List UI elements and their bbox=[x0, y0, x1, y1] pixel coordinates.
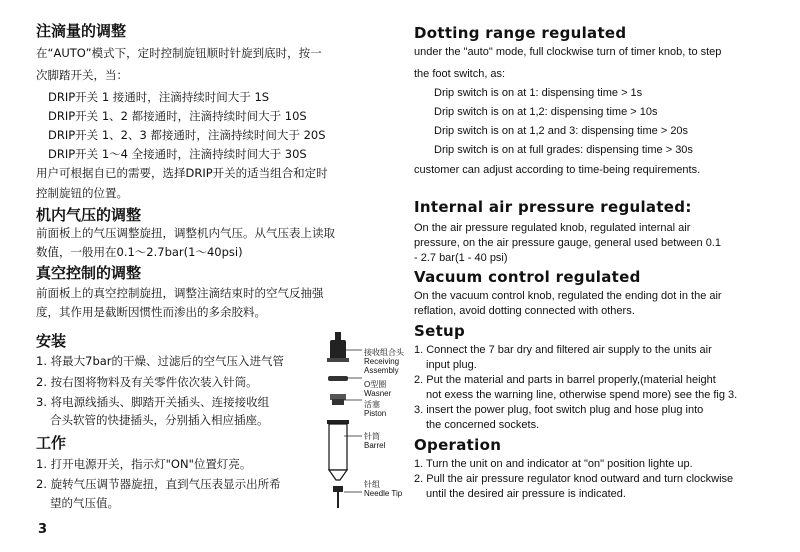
setup-item: not exess the warning line, otherwise spend more) see the fig 3. bbox=[426, 389, 738, 401]
label-zh: 活塞 bbox=[364, 400, 380, 409]
paragraph-line: under the "auto" mode, full clockwise turn of timer knob, to step bbox=[414, 46, 722, 58]
label-zh: O型圈 bbox=[364, 380, 387, 389]
heading-operation: Operation bbox=[414, 436, 502, 454]
operation-item: until the desired air pressure is indicated. bbox=[426, 488, 626, 500]
operation-item: 2. Pull the air pressure regulator knod outward and turn clockwise bbox=[414, 473, 734, 485]
heading-vacuum-control-regulated: Vacuum control regulated bbox=[414, 268, 641, 286]
paragraph-line: On the vacuum control knob, regulated the ending dot in the air bbox=[414, 290, 722, 302]
label-washer bbox=[364, 380, 391, 398]
syringe-diagram bbox=[318, 330, 414, 520]
heading-dispense-amount: 注滴量的调整 bbox=[36, 22, 127, 40]
heading-vacuum-control: 真空控制的调整 bbox=[36, 264, 142, 282]
label-zh: 针组 bbox=[364, 480, 380, 489]
paragraph-line: 前面板上的真空控制旋扭，调整注滴结束时的空气反抽强 bbox=[36, 286, 324, 300]
heading-dotting-range: Dotting range regulated bbox=[414, 24, 627, 42]
label-en: Needle Tip bbox=[364, 489, 403, 498]
paragraph-line: - 2.7 bar(1 - 40 psi) bbox=[414, 252, 508, 264]
paragraph-line: 用户可根据自已的需要，选择DRIP开关的适当组合和定时 bbox=[36, 166, 328, 180]
label-needle-tip bbox=[364, 480, 402, 498]
setup-item: the concerned sockets. bbox=[426, 419, 540, 431]
drip-item: Drip switch is on at full grades: dispensing time > 30s bbox=[434, 144, 693, 156]
heading-work: 工作 bbox=[36, 434, 67, 452]
paragraph-line: customer can adjust according to time-being requirements. bbox=[414, 164, 701, 176]
operation-item: 1. Turn the unit on and indicator at "on" position lighte up. bbox=[414, 458, 693, 470]
drip-item: Drip switch is on at 1: dispensing time > 1s bbox=[434, 87, 643, 99]
work-item: 2. 旋转气压调节器旋扭，直到气压表显示出所希 bbox=[36, 477, 281, 491]
page-number: 3 bbox=[38, 522, 48, 537]
heading-internal-air-pressure: Internal air pressure regulated: bbox=[414, 198, 692, 216]
install-item: 1. 将最大7bar的干燥、过滤后的空气压入进气管 bbox=[36, 354, 285, 368]
install-item: 合头软管的快捷插头，分别插入相应插座。 bbox=[50, 413, 269, 427]
drip-item: DRIP开关 1 接通时，注滴持续时间大于 1S bbox=[48, 90, 270, 104]
install-item: 2. 按右图将物料及有关零件依次装入针筒。 bbox=[36, 375, 258, 389]
label-en: Receiving bbox=[364, 357, 400, 366]
paragraph-line: 数值，一般用在0.1～2.7bar(1～40psi) bbox=[36, 245, 243, 259]
work-item: 望的气压值。 bbox=[50, 496, 119, 510]
work-item: 1. 打开电源开关，指示灯"ON"位置灯亮。 bbox=[36, 457, 252, 471]
label-en: Wasner bbox=[364, 389, 392, 398]
setup-item: input plug. bbox=[426, 359, 477, 371]
heading-setup: Setup bbox=[414, 322, 466, 340]
setup-item: 1. Connect the 7 bar dry and filtered air supply to the units air bbox=[414, 344, 712, 356]
heading-install: 安装 bbox=[36, 332, 67, 350]
paragraph-line: 度，其作用是截断因惯性而渗出的多余胶料。 bbox=[36, 305, 266, 319]
paragraph-line: 前面板上的气压调整旋扭，调整机内气压。从气压表上读取 bbox=[36, 226, 335, 240]
drip-item: DRIP开关 1、2、3 都接通时，注滴持续时间大于 20S bbox=[48, 128, 326, 142]
label-piston bbox=[364, 400, 386, 418]
drip-item: DRIP开关 1、2 都接通时，注滴持续时间大于 10S bbox=[48, 109, 307, 123]
paragraph-line: the foot switch, as: bbox=[414, 68, 506, 80]
install-item: 3. 将电源线插头、脚踏开关插头、连接接收组 bbox=[36, 395, 270, 409]
heading-internal-pressure: 机内气压的调整 bbox=[36, 206, 142, 224]
label-zh: 接收组合头 bbox=[364, 348, 404, 357]
paragraph-line: pressure, on the air pressure gauge, general used between 0.1 bbox=[414, 237, 721, 249]
drip-item: Drip switch is on at 1,2 and 3: dispensing time > 20s bbox=[434, 125, 689, 137]
paragraph-line: 在“AUTO”模式下，定时控制旋钮顺时针旋到底时，按一 bbox=[36, 46, 322, 60]
label-barrel bbox=[364, 432, 385, 450]
paragraph-line: 控制旋钮的位置。 bbox=[36, 186, 128, 200]
setup-item: 3. insert the power plug, foot switch plug and hose plug into bbox=[414, 404, 704, 416]
paragraph-line: On the air pressure regulated knob, regulated internal air bbox=[414, 222, 691, 234]
paragraph-line: 次脚踏开关，当： bbox=[36, 68, 128, 82]
setup-item: 2. Put the material and parts in barrel properly,(material height bbox=[414, 374, 716, 386]
label-zh: 针筒 bbox=[364, 432, 380, 441]
label-en: Assembly bbox=[364, 366, 399, 375]
label-en: Piston bbox=[364, 409, 387, 418]
paragraph-line: reflation, avoid dotting connected with others. bbox=[414, 305, 635, 317]
label-en: Barrel bbox=[364, 441, 386, 450]
drip-item: Drip switch is on at 1,2: dispensing time > 10s bbox=[434, 106, 658, 118]
drip-item: DRIP开关 1～4 全接通时，注滴持续时间大于 30S bbox=[48, 147, 307, 161]
label-receiving-assembly bbox=[364, 348, 404, 375]
